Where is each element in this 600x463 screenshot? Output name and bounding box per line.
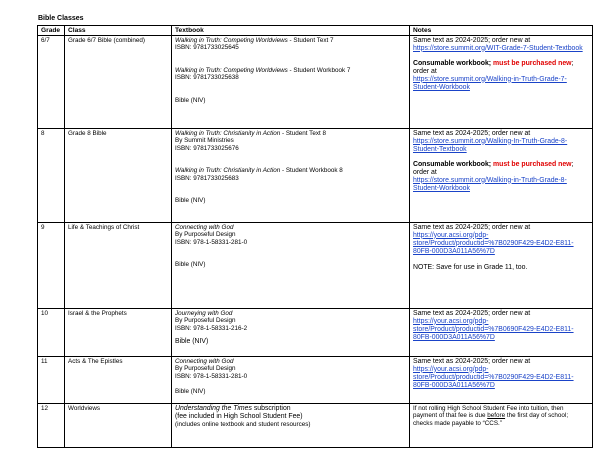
textbook-suffix: subscription	[251, 404, 291, 412]
header-grade: Grade	[38, 26, 65, 36]
class-cell: Grade 8 Bible	[65, 128, 172, 222]
note-red: must be purchased new	[493, 160, 572, 168]
grade-cell: 12	[38, 403, 65, 447]
isbn: ISBN: 9781733025638	[175, 74, 239, 82]
textbook-cell	[172, 403, 410, 447]
class-cell: Israel & the Prophets	[65, 308, 172, 356]
table-row	[38, 308, 593, 356]
order-link[interactable]: https://store.summit.org/WIT-Grade-7-Student-Textbook	[413, 44, 583, 52]
note-text: NOTE: Save for use in Grade 11, too.	[413, 263, 528, 271]
isbn: ISBN: 978-1-58331-281-0	[175, 238, 248, 246]
bible-version: Bible (NIV)	[175, 96, 206, 104]
isbn: ISBN: 978-1-58331-281-0	[175, 372, 248, 380]
isbn: ISBN: 9781733025676	[175, 144, 239, 152]
textbook-title: Walking in Truth: Christianity in Action	[175, 129, 281, 137]
order-link[interactable]: https://store.summit.org/Walking-in-Truth-Grade-7-Student-Workbook	[413, 75, 567, 91]
isbn: ISBN: 9781733025683	[175, 174, 239, 182]
textbook-title: Walking in Truth: Competing Worldviews	[175, 36, 288, 44]
order-link[interactable]: https://your.acsi.org/pdp-store/Product/productid=%7B0290F429-E4D2-E811-80FB-000D3A011A56%7D	[413, 231, 574, 255]
header-class: Class	[65, 26, 172, 36]
textbook-suffix: - Student Text 7	[287, 36, 334, 44]
table-row	[38, 35, 593, 128]
note-underline: before	[487, 412, 506, 420]
note-text: Same text as 2024-2025; order new at	[413, 129, 531, 137]
fee-note: (fee included in High School Student Fee)	[175, 412, 303, 420]
note-bold: Consumable workbook;	[413, 59, 494, 67]
note-text: Same text as 2024-2025; order new at	[413, 309, 531, 317]
header-textbook: Textbook	[172, 26, 410, 36]
publisher: By Summit Ministries	[175, 137, 234, 145]
note-text: the first day of school; checks made payable to “CCS.”	[413, 412, 569, 427]
note-red: must be purchased new	[493, 59, 572, 67]
textbook-cell	[172, 222, 410, 308]
note-text: Same text as 2024-2025; order new at	[413, 357, 531, 365]
bible-version: Bible (NIV)	[175, 197, 206, 205]
textbook-cell	[172, 128, 410, 222]
note-text: ; order at	[413, 59, 574, 75]
class-cell: Worldviews	[65, 403, 172, 447]
order-link[interactable]: https://your.acsi.org/pdp-store/Product/productid=%7B0690F429-E4D2-E811-80FB-000D3A011A56%7D	[413, 317, 574, 341]
note-text: Same text as 2024-2025; order new at	[413, 36, 531, 44]
notes-cell	[410, 222, 593, 308]
textbook-suffix: - Student Workbook 8	[280, 167, 343, 175]
notes-cell	[410, 356, 593, 403]
notes-cell	[410, 308, 593, 356]
grade-cell: 10	[38, 308, 65, 356]
order-link[interactable]: https://your.acsi.org/pdp-store/Product/productid=%7B0290F429-E4D2-E811-80FB-000D3A011A56%7D	[413, 365, 574, 389]
class-cell: Acts & The Epistles	[65, 356, 172, 403]
textbook-title: Walking in Truth: Competing Worldviews	[175, 66, 288, 74]
order-link[interactable]: https://store.summit.org/Walking-In-Truth-Grade-8-Student-Textbook	[413, 137, 568, 153]
notes-cell	[410, 35, 593, 128]
bible-version: Bible (NIV)	[175, 261, 206, 269]
grade-cell: 8	[38, 128, 65, 222]
header-row	[38, 26, 593, 36]
textbook-title: Walking in Truth: Christianity in Action	[175, 167, 281, 175]
grade-cell: 6/7	[38, 35, 65, 128]
bible-classes-table	[37, 25, 593, 448]
bible-version: Bible (NIV)	[175, 388, 206, 396]
note-bold: Consumable workbook;	[413, 160, 494, 168]
section-title: Bible Classes	[38, 15, 84, 22]
textbook-cell	[172, 308, 410, 356]
grade-cell: 11	[38, 356, 65, 403]
table-row	[38, 356, 593, 403]
notes-cell	[410, 128, 593, 222]
grade-cell: 9	[38, 222, 65, 308]
textbook-title: Understanding the Times	[175, 404, 252, 412]
header-notes: Notes	[410, 26, 593, 36]
table-row	[38, 128, 593, 222]
publisher: By Purposeful Design	[175, 317, 236, 325]
textbook-title: Connecting with God	[175, 223, 234, 231]
table-row	[38, 403, 593, 447]
textbook-suffix: - Student Text 8	[280, 129, 326, 137]
includes-note: (includes online textbook and student resources)	[175, 420, 311, 428]
textbook-cell	[172, 356, 410, 403]
note-text: ; order at	[413, 160, 574, 176]
bible-version: Bible (NIV)	[175, 338, 209, 346]
table-row	[38, 222, 593, 308]
class-cell: Grade 6/7 Bible (combined)	[65, 35, 172, 128]
publisher: By Purposeful Design	[175, 365, 236, 373]
order-link[interactable]: https://store.summit.org/Walking-in-Truth-Grade-8-Student-Workbook	[413, 176, 567, 192]
textbook-cell	[172, 35, 410, 128]
note-text: Same text as 2024-2025; order new at	[413, 223, 531, 231]
isbn: ISBN: 978-1-58331-216-2	[175, 324, 248, 332]
isbn: ISBN: 9781733025645	[175, 44, 239, 52]
textbook-title: Connecting with God	[175, 357, 234, 365]
class-cell: Life & Teachings of Christ	[65, 222, 172, 308]
textbook-title: Journeying with God	[175, 309, 233, 317]
publisher: By Purposeful Design	[175, 231, 236, 239]
note-text: If not rolling High School Student Fee into tuition, then payment of that fee is due	[413, 404, 564, 420]
notes-cell	[410, 403, 593, 447]
textbook-suffix: - Student Workbook 7	[287, 66, 351, 74]
